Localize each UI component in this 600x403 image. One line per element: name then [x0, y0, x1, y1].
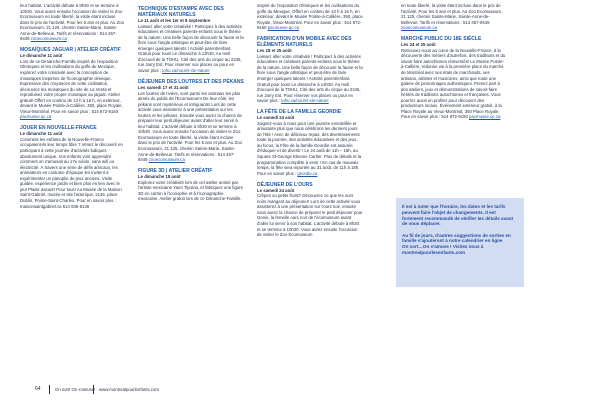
website-link[interactable]: pacmusee.qc.ca	[20, 114, 52, 120]
event-description: Joignez-vous à nous pour une journée ensoleillée et amusante plus que nous célébrons les derniers jours de l'été ! Avec de délicieux repas, des divertissements toute la journée, des activités éducatives et des jeux, au focus, la Fête de la famille Geordie est assurée d'éduquer et de divertir ! Le 24 août de 11h – 18h, au Square St-George Etienne Cartier. Plus de détails et la programmation complète à venir ! En cas de mauvais temps, la fête sera reportée au 31 août, de 11h à 18h. Pour en savoir plus : geordie.ca	[257, 120, 362, 176]
section-title: MOSAÏQUES JAGUAR | ATELIER CRÉATIF	[20, 47, 121, 54]
footer-section: On sort! On s'amuse!	[55, 386, 96, 392]
event-date: Le dimanche 18 août	[138, 174, 181, 180]
section-title: FABRICATION D'UN MOBILE AVEC DES ÉLÉMENTS NATURELS	[257, 36, 352, 49]
footer-divider	[49, 385, 50, 394]
event-description: Retrouvez-vous au cœur de la Nouvelle-France, à la découverte des métiers d'autrefois, des traditions et du savoir-faire autochtones réinventés! Le Musée Pointe-à-Callière, redonne vie à la première place du marché de Montréal avec ses étals de marchands, ses artisans, artistes et musiciens, ainsi que toute une galerie de personnages authentiques. Prenez part à des ateliers, jeux et démonstrations de savoir-faire hérités de traditions autochtones et françaises. Vous pourrez aussi en profiter pour découvrir des producteurs locaux. Événement extérieur gratuit, à la Place Royale au Vieux-Montréal, 350 Place Royale. Pour en savoir plus : 514 872-9150 pacmusee.qc.ca	[401, 47, 506, 120]
section-title: MARCHÉ PUBLIC DU 18E SIÈCLE	[401, 36, 482, 43]
website-link[interactable]: zooecomuseum.ca	[401, 25, 438, 31]
section-title: LA FÊTE DE LA FAMILLE GEORDIE	[257, 109, 342, 116]
event-description: Laissez aller votre créativité ! Participez à des activités éducatives et créatives parents-enfants sous le thème de la nature. Une belle façon de découvrir la faune et la flore sous l'angle artistique et peut-être de faire émerger quelques talents ! Activité parent/enfant. Gratuit pour tous! Le dimanche à 13h30. Au Hall d'accueil de la TOHU, Cité des arts du cirque au 2345, rue Jarry Est. Pour réserver vos places ou pour en savoir plus : tohu.ca/nourrir-de-nature	[138, 23, 244, 73]
website-link[interactable]: geordie.ca	[297, 170, 318, 176]
paragraph: inspiré de l'exposition Olmèques et les civilisations du golfe du Mexique. Offert en continu de 13 h à 16 h, en extérieur, devant le Musée Pointe-à-Callière, 350, place Royale, Vieux-Montréal. Pour en savoir plus : 514 872-9150 pacmusee.qc.ca	[257, 3, 363, 31]
callout-website[interactable]: On sort…On s'amuse ! Visitez nous à montrealpourlesenfants.com	[402, 244, 484, 256]
event-date: Le dimanche 11 août	[20, 131, 63, 137]
callout-suggestions: Au fil de jours, d'autres suggestions de sorties en famille s'ajouteront à notre calendrier en ligne	[402, 232, 511, 244]
section-title: TECHNIQUE D'ESTAMPE AVEC DES MATÉRIAUX NATURELS	[138, 6, 224, 18]
event-date: Les 24 et 25 août	[401, 42, 436, 48]
event-description: Laissez aller votre créativité ! Participez à des activités éducatives et créatives parents-enfants sous le thème de la nature. Une belle façon de découvrir la faune et la flore sous l'angle artistique et peut-être de faire émerger quelques talents ! Activité parent/enfant. Gratuit pour tous! Le dimanche à 13h30. Au Hall d'accueil de la TOHU, Cité des arts du cirque au 2345, rue Jarry Est. Pour réserver vos places ou pour en savoir plus : tohu.ca/nourrir-de-nature	[257, 53, 363, 104]
column-4	[401, 3, 507, 120]
column-3	[257, 3, 363, 238]
info-callout-box	[396, 198, 524, 287]
column-1	[20, 3, 126, 209]
event-date: Le dimanche 11 août	[20, 53, 63, 59]
event-date: Le 11 août et les 1er et 8 septembre	[138, 18, 211, 23]
event-description: Comment les enfants de la Nouvelle-France occupaient-ils leur temps libre ? Venez le découvrir en participant à cette journée d'activités ludiques absolument unique. Vos enfants vont apprendre comment on s'amusait au 17e siècle, sans wifi ou électricité. À travers une série de défis amicaux, les animateurs en costume d'époque les invitent à expérimenter un panoplie de jeux anciens. Visite guidée, expérience jardin et bien plus en lien avec le jeu! Plaisir assuré! Pour tous! Au Musée de la Maison Saint-Gabriel, musée et site historique, 2146, place Dublin, Pointe-Saint-Charles. Pour en savoir plus : maisonsaintgabriel.ca 514 935-8136	[20, 136, 123, 209]
paragraph: leur habitat. L'activité débute à 8h30 et se termine à 10h30. Vous aurez ensuite l'occasion de visiter le Zoo Ecomuseum en toute liberté, la visite étant incluse dans le prix de l'activité. Pour les 5 ans et plus. Au Zoo Ecomuseum, 21 125, chemin Sainte-Marie, Sainte-Anne-de-Bellevue. Tarifs et réservations : 514 457-9449 zooecomuseum.ca	[20, 3, 125, 42]
website-link[interactable]: tohu.ca/nourrir-de-nature	[162, 67, 210, 73]
website-link[interactable]: pacmusee.qc.ca	[469, 114, 501, 120]
event-date: Le samedi 24 août	[257, 115, 295, 121]
paragraph: en toute liberté, la visite étant incluse dans le prix de l'activité. Pour les 5 ans et plus. Au Zoo Ecomuseum, 21 125, chemin Sainte-Marie, Sainte-Anne-de-Bellevue. Tarifs et réservations : 514 457-9449 zooecomuseum.ca	[401, 3, 503, 31]
section-title: DÉJEUNER DE L'OURS	[257, 181, 313, 188]
event-date: Les samedi 17 et 31 août	[138, 84, 189, 90]
section-title: FIGURE 3D | ATELIER CRÉATIF	[138, 168, 213, 175]
website-link[interactable]: zooecomuseum.ca	[148, 157, 185, 163]
event-date: Le samedi 24 août	[257, 187, 295, 193]
event-description: Crêpes ou petits fruits? Découvrez ce que les ours noirs mangent au déjeuner! Lors de cette activité vous assisterez à une présentation sur l'ours noir, ensuite vous aurez la chance de préparer le petit déjeuner pour Genie, la femelle ours noir de l'écomuseum avant d'aller lui servir à son habitat. L'activité débute à 8h30 et se termine à 10h30. Vous aurez ensuite l'occasion de visiter le Zoo Ecomuseum	[257, 193, 363, 238]
event-description: Explorez votre créativité lors de cet atelier animé par l'artiste mexicaine Yaen Tijerina, et fabriquez une figure 3D en carton à l'iconophie et à l'iconographie mexicaine. Atelier gratuit lors de ce Dimanche-Famille.	[138, 179, 244, 202]
footer-url[interactable]: www.montrealpourlenfants.com	[99, 386, 159, 392]
page-number: 64	[35, 386, 41, 392]
footer-divider	[93, 385, 94, 394]
column-2	[138, 6, 244, 202]
website-link[interactable]: pacmusee.qc.ca	[267, 25, 300, 31]
event-description: Les loutres de rivière, sont parmi les animaux les plus aimés du public de l'Ecomuseum! De leur côté, les pékans sont mystérieux et intriguants! Lors de cette activité vous assisterez à une présentation sur les loutres et les pékans. Ensuite vous aurez la chance de préparer leur petit déjeuner avant d'aller leur servir à leur habitat. L'activité débute à 8h30 et se termine à 10h30. Vous aurez ensuite l'occasion de visiter le Zoo Ecomuseum en toute liberté, la visite étant incluse dans le prix de l'activité. Pour les 5 ans et plus. Au Zoo Ecomuseum, 21 125, chemin Sainte-Marie, Sainte-Anne-de-Bellevue. Tarifs et réservations : 514 457-9449 zooecomuseum.ca	[138, 90, 243, 163]
section-title: DÉJEUNER DES LOUTRES ET DES PÉKANS	[138, 78, 244, 85]
event-date: Les 18 et 25 août	[257, 48, 292, 54]
page-footer	[0, 381, 600, 403]
section-title: JOUER EN NOUVELLE-FRANCE	[20, 125, 97, 132]
callout-notice: Il est à noter que l'horaire, les dates et les tarifs peuvent faire l'objet de changements. Il est fortement recommandé de vérifier les détails avant de vous déplacer.	[402, 204, 514, 227]
event-description: Lors de ce Dimanche-Famille inspiré de l'exposition Olmèques et les civilisations du golfe du Mexique, explorez votre créativité avec la conception de mosaïques inspirées de l'iconographie olmèque. Expressive des croyances de cette civilisation, découvrez les mosaïques du site de La Venta et reproduisez votre propre mosaïque au jaguar. Atelier gratuit! Offert en continu de 13 h à 16 h, en extérieur, devant le Musée Pointe-à-Callière, 350, place Royale, Vieux-Montréal. Pour en savoir plus : 514 872-9150 pacmusee.qc.ca	[20, 58, 123, 120]
website-link[interactable]: tohu.ca/nourrir-de-nature	[281, 98, 329, 104]
website-link[interactable]: zooecomuseum.ca	[30, 36, 67, 42]
